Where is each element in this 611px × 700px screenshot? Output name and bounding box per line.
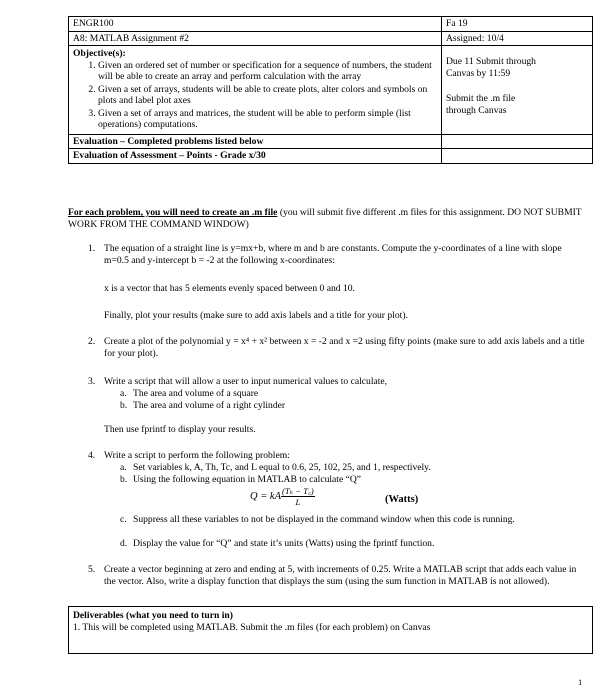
objective-item: 3. Given a set of arrays and matrices, the student will be able to perform simple (list operations) computations. bbox=[98, 108, 437, 131]
objective-item: 2. Given a set of arrays, students will be able to create plots, alter colors and symbols on plots and label plot axes bbox=[98, 84, 437, 107]
problem-4-a: a. Set variables k, A, Th, Tc, and L equal to 0.6, 25, 102, 25, and 1, respectively. bbox=[120, 462, 540, 474]
equation-fraction bbox=[281, 486, 315, 507]
problem-number: 2. bbox=[88, 336, 96, 347]
objective-item: 1. Given an ordered set of number or specification for a sequence of numbers, the student will be able to create an array and perform calculation with the array bbox=[98, 60, 437, 83]
objectives-cell bbox=[69, 46, 442, 135]
due-text: Due 11 Submit through Canvas by 11:59 bbox=[446, 56, 536, 79]
equation-lhs: Q = kA bbox=[250, 490, 281, 502]
problem-2 bbox=[88, 336, 588, 359]
deliverables-box bbox=[68, 606, 593, 654]
problem-number: 4. bbox=[88, 450, 96, 461]
problem-4-b: b. Using the following equation in MATLAB to calculate “Q” bbox=[120, 474, 540, 486]
problem-4-d: d. Display the value for “Q” and state it’s units (Watts) using the fprintf function. bbox=[120, 538, 540, 550]
problem-number: 1. bbox=[88, 243, 96, 254]
sub-item-text: Using the following equation in MATLAB to calculate “Q” bbox=[133, 474, 362, 485]
sub-item-text: Set variables k, A, Th, Tc, and L equal to 0.6, 25, 102, 25, and 1, respectively. bbox=[133, 462, 431, 473]
problem-4-c: c. Suppress all these variables to not be displayed in the command window when this code is running. bbox=[120, 514, 540, 526]
problem-number: 5. bbox=[88, 564, 96, 575]
equation-units: (Watts) bbox=[385, 494, 419, 505]
term: Fa 19 bbox=[446, 18, 468, 29]
problem-1 bbox=[88, 243, 588, 266]
evaluation-cell bbox=[69, 134, 442, 149]
course-code: ENGR100 bbox=[73, 18, 114, 29]
problem-3-a: a. The area and volume of a square bbox=[120, 388, 540, 400]
problem-1-finally: Finally, plot your results (make sure to add axis labels and a title for your plot). bbox=[104, 310, 408, 321]
assigned-date: Assigned: 10/4 bbox=[446, 32, 504, 44]
problem-text: Create a vector beginning at zero and ending at 5, with increments of 0.25. Write a MATLAB script that adds each value in the vector. Also, write a display function that displays the sum (using the sum function in MATLAB is not allowed). bbox=[104, 564, 577, 587]
objectives-list bbox=[73, 60, 437, 131]
assignment-cell bbox=[69, 31, 442, 46]
assigned-cell bbox=[442, 31, 593, 46]
course-cell bbox=[69, 17, 442, 32]
evaluation-assessment-cell bbox=[69, 149, 442, 164]
problem-4 bbox=[88, 450, 588, 462]
evaluation-assessment-text: Evaluation of Assessment – Points - Grade x/30 bbox=[73, 150, 266, 161]
page-number: 1 bbox=[578, 677, 583, 687]
assignment-title: A8: MATLAB Assignment #2 bbox=[73, 32, 189, 44]
due-cell bbox=[442, 46, 593, 135]
evaluation-text: Evaluation – Completed problems listed below bbox=[73, 135, 264, 147]
equation-denominator: L bbox=[295, 497, 301, 507]
objectives-label: Objective(s): bbox=[73, 48, 126, 59]
problem-1-x-note: x is a vector that has 5 elements evenly spaced between 0 and 10. bbox=[104, 283, 355, 294]
problem-5 bbox=[88, 564, 588, 587]
heat-equation bbox=[250, 486, 315, 507]
problem-3 bbox=[88, 376, 588, 388]
intro-paragraph bbox=[68, 207, 588, 230]
sub-item-text: The area and volume of a square bbox=[133, 388, 259, 399]
deliverables-item: 1. This will be completed using MATLAB. Submit the .m files (for each problem) on Canvas bbox=[73, 622, 431, 633]
submit-text: Submit the .m file through Canvas bbox=[446, 93, 516, 116]
header-table bbox=[68, 16, 593, 164]
problem-number: 3. bbox=[88, 376, 96, 387]
intro-rest: (you will submit five different .m files for this assignment. DO NOT SUBMIT WORK FROM THE COMMAND WINDOW) bbox=[68, 207, 582, 230]
intro-lead: For each problem, you will need to create an .m file bbox=[68, 207, 278, 218]
problem-text: Write a script to perform the following problem: bbox=[104, 450, 290, 461]
problem-text: Create a plot of the polynomial y = x⁴ + x² between x = -2 and x =2 using fifty points (make sure to add axis labels and a title for your plot). bbox=[104, 336, 585, 359]
term-cell bbox=[442, 17, 593, 32]
problem-3-then: Then use fprintf to display your results. bbox=[104, 424, 256, 435]
sub-item-text: Suppress all these variables to not be displayed in the command window when this code is running. bbox=[133, 514, 515, 525]
problem-text: Write a script that will allow a user to input numerical values to calculate, bbox=[104, 376, 388, 387]
sub-item-text: Display the value for “Q” and state it’s units (Watts) using the fprintf function. bbox=[133, 538, 435, 549]
problem-3-b: b. The area and volume of a right cylinder bbox=[120, 400, 540, 412]
sub-item-text: The area and volume of a right cylinder bbox=[133, 400, 286, 411]
problem-text: The equation of a straight line is y=mx+b, where m and b are constants. Compute the y-coordinates of a line with slope m=0.5 and y-intercept b = -2 at the following x-coordinates: bbox=[104, 243, 562, 266]
deliverables-title: Deliverables (what you need to turn in) bbox=[73, 610, 233, 621]
equation-numerator: (Tₕ − T꜀) bbox=[282, 486, 314, 496]
